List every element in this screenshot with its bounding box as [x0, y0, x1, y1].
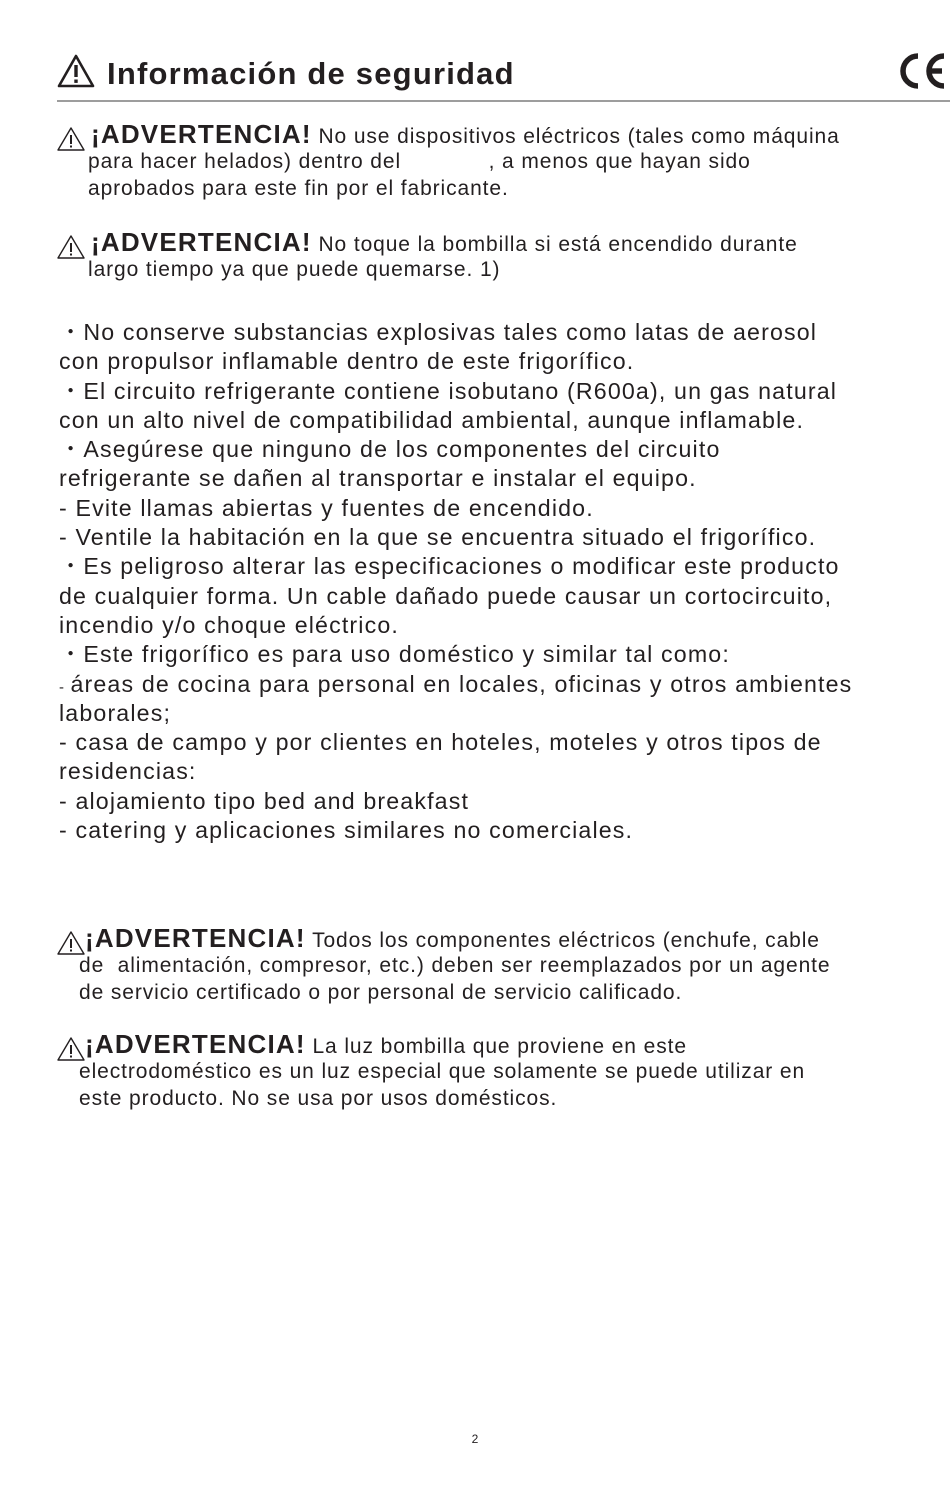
- warning-keyword: ¡ADVERTENCIA!: [91, 119, 312, 149]
- safety-line: - alojamiento tipo bed and breakfast: [59, 787, 470, 814]
- safety-line: - Evite llamas abiertas y fuentes de encendido.: [59, 494, 594, 521]
- safety-line: - casa de campo y por clientes en hoteles, moteles y otros tipos de: [59, 729, 822, 756]
- header-divider: [57, 100, 950, 102]
- warning-block: [57, 925, 947, 1007]
- warning-triangle-icon: [57, 126, 85, 152]
- bullet-dash: -: [59, 678, 71, 696]
- safety-line-text: áreas de cocina para personal en locales, oficinas y otros ambientes: [70, 670, 853, 697]
- warning-text: No use dispositivos eléctricos (tales como máquina: [311, 125, 840, 148]
- warning-text: largo tiempo ya que puede quemarse. 1): [88, 258, 501, 281]
- page-header: [57, 50, 950, 106]
- warning-triangle-icon: [57, 54, 95, 88]
- warning-text: este producto. No se usa por usos domésticos.: [79, 1087, 558, 1110]
- warning-text: electrodoméstico es un luz especial que solamente se puede utilizar en: [79, 1060, 806, 1083]
- safety-line: - Ventile la habitación en la que se encuentra situado el frigorífico.: [59, 524, 817, 551]
- warning-text: de alimentación, compresor, etc.) deben ser reemplazados por un agente: [79, 954, 831, 977]
- warning-text: para hacer helados) dentro del , a menos que hayan sido: [88, 150, 751, 173]
- warning-heading-line: [91, 229, 798, 258]
- safety-line: - catering y aplicaciones similares no comerciales.: [59, 817, 634, 844]
- safety-line: con propulsor inflamable dentro de este frigorífico.: [59, 348, 635, 375]
- warning-block: [57, 1031, 947, 1113]
- warning-heading-line: [85, 925, 820, 954]
- safety-line: laborales;: [59, 699, 172, 726]
- warning-heading-line: [91, 121, 840, 150]
- safety-line: ・El circuito refrigerante contiene isobutano (R600a), un gas natural: [59, 377, 838, 404]
- safety-line: residencias:: [59, 758, 197, 785]
- safety-line: ・Es peligroso alterar las especificaciones o modificar este producto: [59, 553, 840, 580]
- warning-text: de servicio certificado o por personal de servicio calificado.: [79, 981, 683, 1004]
- safety-line: incendio y/o choque eléctrico.: [59, 611, 399, 638]
- page-number: 2: [471, 1432, 479, 1446]
- safety-line: ・Asegúrese que ninguno de los componentes del circuito: [59, 436, 721, 463]
- safety-instructions: [59, 318, 947, 845]
- warning-text: aprobados para este fin por el fabricante.: [88, 177, 509, 200]
- warning-text: No toque la bombilla si está encendido durante: [311, 233, 798, 256]
- warning-block: [57, 229, 947, 285]
- warning-text: Todos los componentes eléctricos (enchufe, cable: [305, 929, 820, 952]
- safety-line: ・Este frigorífico es para uso doméstico y similar tal como:: [59, 641, 730, 668]
- ce-mark-icon: [897, 52, 947, 90]
- warning-keyword: ¡ADVERTENCIA!: [91, 227, 312, 257]
- warning-text: La luz bombilla que proviene en este: [305, 1035, 687, 1058]
- warning-block: [57, 121, 947, 203]
- warning-keyword: ¡ADVERTENCIA!: [85, 923, 306, 953]
- safety-line-with-dash: [59, 670, 947, 699]
- page-title: Información de seguridad: [107, 56, 515, 91]
- safety-line: con un alto nivel de compatibilidad ambiental, aunque inflamable.: [59, 406, 805, 433]
- warning-keyword: ¡ADVERTENCIA!: [85, 1029, 306, 1059]
- warning-heading-line: [85, 1031, 687, 1060]
- warning-triangle-icon: [57, 234, 85, 260]
- safety-line: refrigerante se dañen al transportar e instalar el equipo.: [59, 465, 697, 492]
- safety-line: de cualquier forma. Un cable dañado puede causar un cortocircuito,: [59, 582, 833, 609]
- safety-line: ・No conserve substancias explosivas tales como latas de aerosol: [59, 319, 818, 345]
